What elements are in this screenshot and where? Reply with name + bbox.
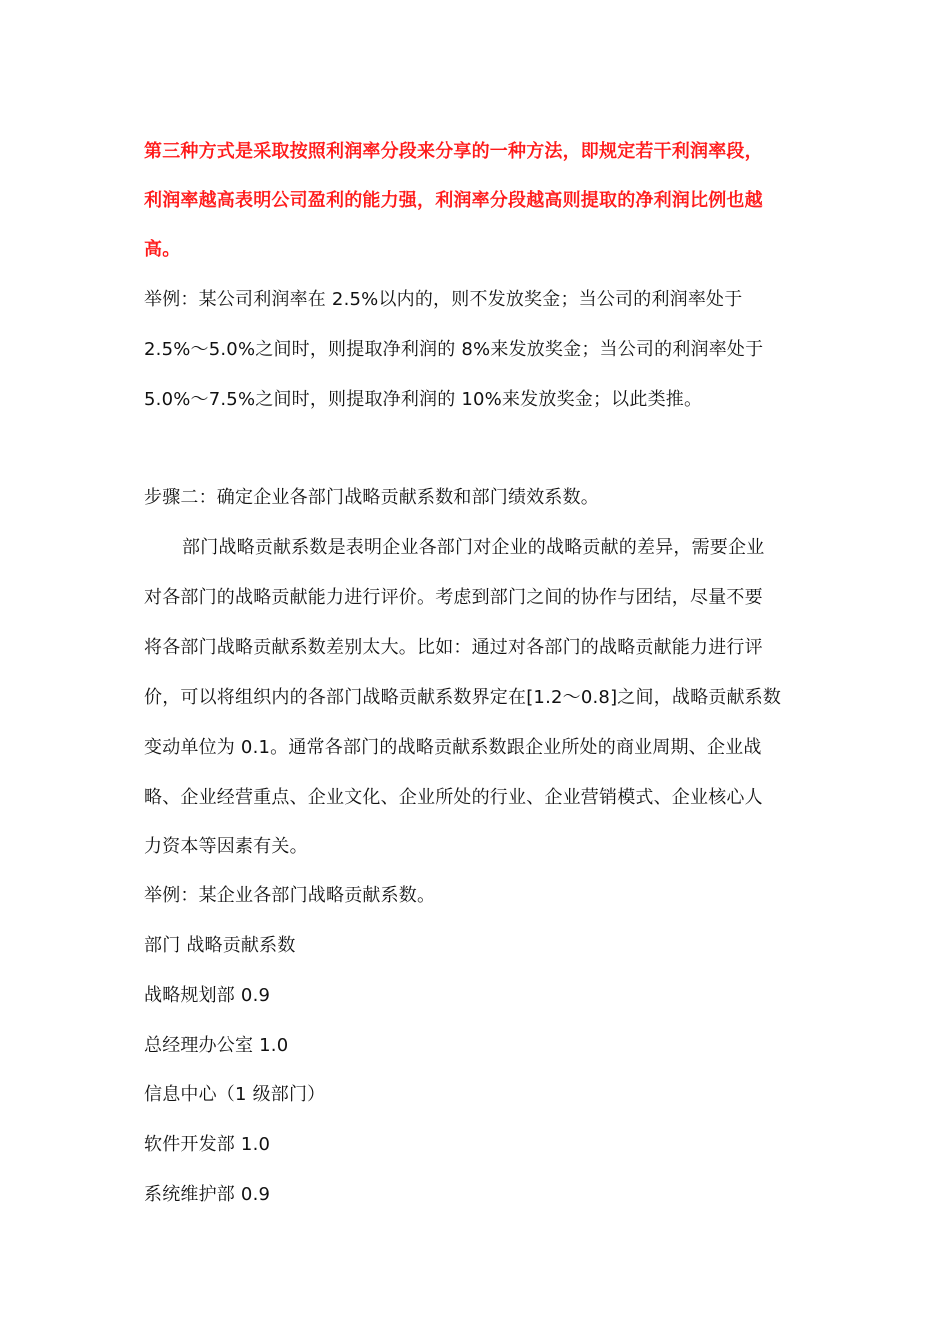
example1-line-1: 举例：某公司利润率在 2.5%以内的，则不发放奖金；当公司的利润率处于 — [144, 289, 743, 310]
example1-line-2: 2.5%～5.0%之间时，则提取净利润的 8%来发放奖金；当公司的利润率处于 — [144, 339, 764, 360]
example2-heading: 举例：某企业各部门战略贡献系数。 — [144, 885, 436, 906]
step2-paragraph-line-6: 略、企业经营重点、企业文化、企业所处的行业、企业营销模式、企业核心人 — [144, 787, 763, 808]
step2-paragraph-line-2: 对各部门的战略贡献能力进行评价。考虑到部门之间的协作与团结，尽量不要 — [144, 587, 763, 608]
step2-paragraph-line-4: 价，可以将组织内的各部门战略贡献系数界定在[1.2～0.8]之间，战略贡献系数 — [144, 687, 782, 708]
table-row: 总经理办公室 1.0 — [144, 1035, 289, 1056]
red-paragraph-line-1: 第三种方式是采取按照利润率分段来分享的一种方法，即规定若干利润率段， — [144, 141, 763, 162]
table-row: 系统维护部 0.9 — [144, 1184, 271, 1205]
step2-paragraph-line-3: 将各部门战略贡献系数差别太大。比如：通过对各部门的战略贡献能力进行评 — [144, 637, 763, 658]
table-row: 信息中心（1 级部门） — [144, 1084, 326, 1105]
table-header: 部门 战略贡献系数 — [144, 935, 296, 956]
step2-paragraph-line-1: 部门战略贡献系数是表明企业各部门对企业的战略贡献的差异，需要企业 — [182, 537, 765, 558]
step2-paragraph-line-7: 力资本等因素有关。 — [144, 836, 308, 857]
table-row: 战略规划部 0.9 — [144, 985, 271, 1006]
red-paragraph-line-2: 利润率越高表明公司盈利的能力强，利润率分段越高则提取的净利润比例也越 — [144, 190, 763, 211]
red-paragraph-line-3: 高。 — [144, 239, 181, 260]
example1-line-3: 5.0%～7.5%之间时，则提取净利润的 10%来发放奖金；以此类推。 — [144, 389, 703, 410]
step2-paragraph-line-5: 变动单位为 0.1。通常各部门的战略贡献系数跟企业所处的商业周期、企业战 — [144, 737, 762, 758]
step2-heading: 步骤二：确定企业各部门战略贡献系数和部门绩效系数。 — [144, 487, 599, 508]
table-row: 软件开发部 1.0 — [144, 1134, 271, 1155]
